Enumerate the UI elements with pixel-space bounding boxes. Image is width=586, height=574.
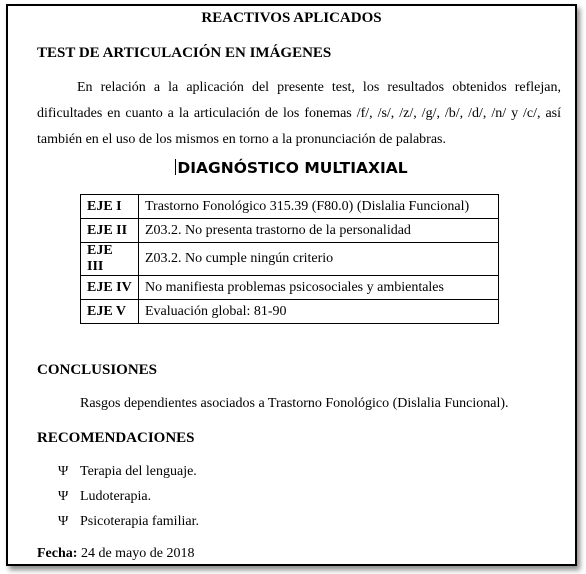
recommendation-text: Ludoterapia. [80, 489, 152, 504]
document-page [8, 6, 575, 564]
axis-description: Z03.2. No presenta trastorno de la personalidad [139, 219, 499, 243]
psi-bullet-icon: Ψ [58, 514, 69, 529]
date-label: Fecha: [37, 546, 78, 561]
multiaxial-table [80, 194, 499, 324]
diagnosis-heading [8, 159, 575, 177]
axis-description: No manifiesta problemas psicosociales y ambientales [139, 276, 499, 300]
conclusions-text: Rasgos dependientes asociados a Trastorno Fonológico (Dislalia Funcional). [80, 396, 509, 411]
axis-label: EJE III [81, 243, 139, 276]
list-item [58, 462, 199, 487]
table-row [81, 276, 499, 300]
date-line [37, 546, 194, 562]
date-value: 24 de mayo de 2018 [80, 546, 195, 561]
conclusions-heading: CONCLUSIONES [37, 362, 158, 378]
diagnosis-heading-text: DIAGNÓSTICO MULTIAXIAL [177, 159, 408, 177]
test-heading: TEST DE ARTICULACIÓN EN IMÁGENES [37, 45, 332, 61]
document-title: REACTIVOS APLICADOS [201, 10, 382, 26]
table-row [81, 300, 499, 324]
axis-description: Z03.2. No cumple ningún criterio [139, 243, 499, 276]
recommendation-text: Psicoterapia familiar. [80, 514, 199, 529]
psi-bullet-icon: Ψ [58, 464, 69, 479]
results-paragraph-text: En relación a la aplicación del presente test, los resultados obtenidos reflejan, dificultades en cuanto a la articulación de los fonemas /f/, /s/, /z/, /g/, /b/, /d/, /n/ y /c/, así también en el uso de los mismos en torno a la pronunciación de palabras. [37, 80, 561, 147]
axis-description: Trastorno Fonológico 315.39 (F80.0) (Dislalia Funcional) [139, 195, 499, 219]
axis-label: EJE V [81, 300, 139, 324]
table-row [81, 243, 499, 276]
list-item [58, 512, 199, 537]
axis-description: Evaluación global: 81-90 [139, 300, 499, 324]
axis-label: EJE II [81, 219, 139, 243]
axis-label: EJE I [81, 195, 139, 219]
psi-bullet-icon: Ψ [58, 489, 69, 504]
results-paragraph [37, 75, 561, 153]
recommendations-list [58, 462, 199, 537]
list-item [58, 487, 199, 512]
table-row [81, 195, 499, 219]
recommendations-heading: RECOMENDACIONES [37, 430, 195, 446]
axis-label: EJE IV [81, 276, 139, 300]
table-row [81, 219, 499, 243]
document-frame [6, 4, 577, 566]
recommendation-text: Terapia del lenguaje. [80, 464, 197, 479]
